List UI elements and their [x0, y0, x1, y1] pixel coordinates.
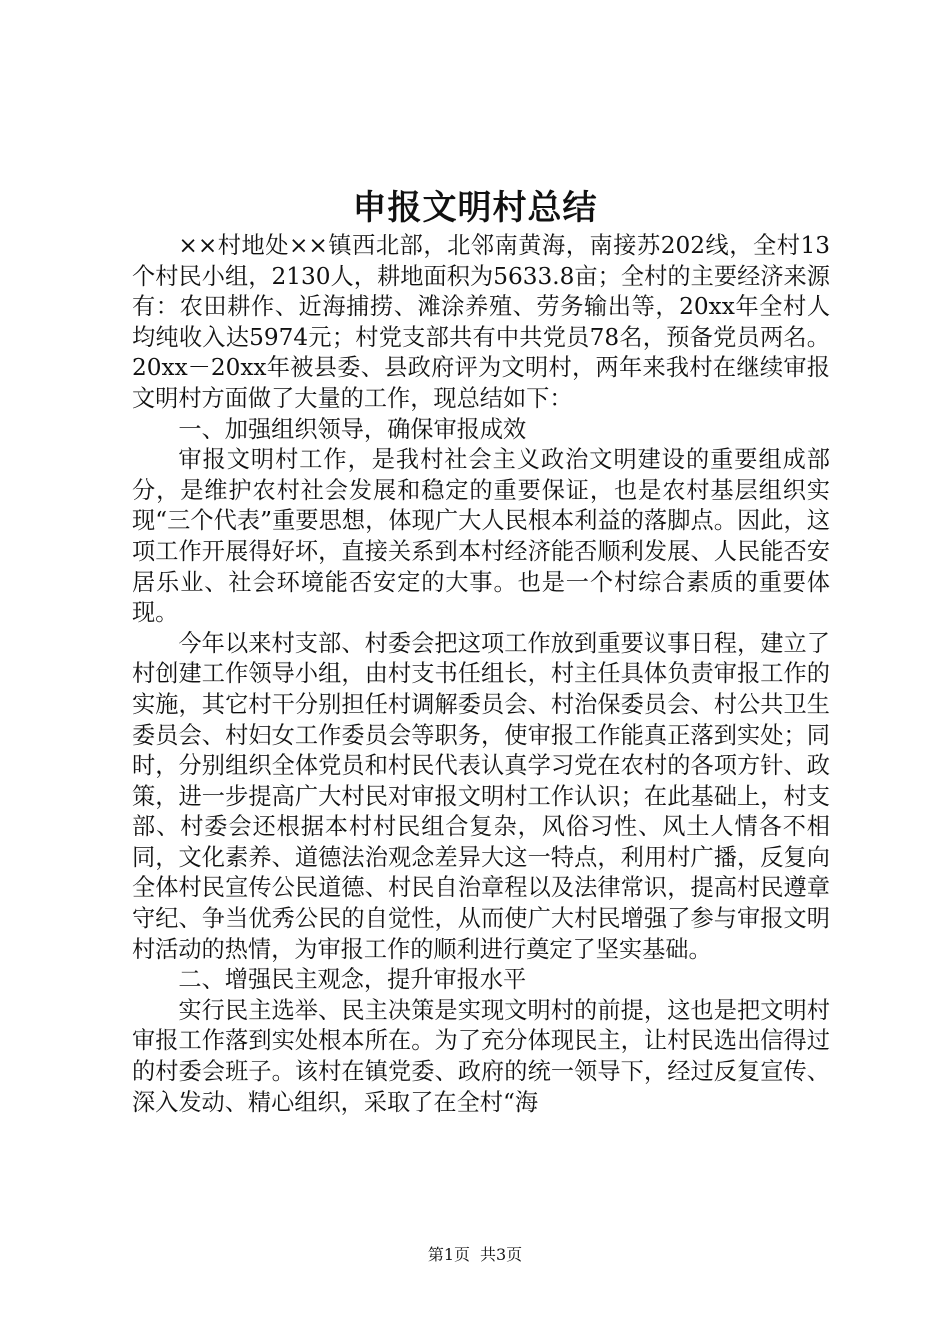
section-heading-2: 二、增强民主观念，提升审报水平	[178, 966, 527, 994]
document-body	[132, 231, 830, 1118]
body-paragraph: 今年以来村支部、村委会把这项工作放到重要议事日程，建立了村创建工作领导小组，由村支书任组长，村主任具体负责审报工作的实施，其它村干分别担任村调解委员会、村治保委员会、村公共卫生委员会、村妇女工作委员会等职务，使审报工作能真正落到实处；同时，分别组织全体党员和村民代表认真学习党在农村的各项方针、政策，进一步提高广大村民对审报文明村工作认识；在此基础上，村支部、村委会还根据本村村民组合复杂，风俗习性、风土人情各不相同，文化素养、道德法治观念差异大这一特点，利用村广播，反复向全体村民宣传公民道德、村民自治章程以及法律常识，提高村民遵章守纪、争当优秀公民的自觉性，从而使广大村民增强了参与审报文明村活动的热情，为审报工作的顺利进行奠定了坚实基础。	[132, 629, 830, 963]
body-paragraph: 审报文明村工作，是我村社会主义政治文明建设的重要组成部分，是维护农村社会发展和稳定的重要保证，也是农村基层组织实现“三个代表”重要思想，体现广大人民根本利益的落脚点。因此，这项工作开展得好坏，直接关系到本村经济能否顺利发展、人民能否安居乐业、社会环境能否安定的大事。也是一个村综合素质的重要体现。	[132, 446, 830, 627]
page-footer	[0, 1244, 950, 1266]
body-paragraph: 实行民主选举、民主决策是实现文明村的前提，这也是把文明村审报工作落到实处根本所在。为了充分体现民主，让村民选出信得过的村委会班子。该村在镇党委、政府的统一领导下，经过反复宣传、深入发动、精心组织，采取了在全村“海	[132, 996, 830, 1116]
section-heading-1: 一、加强组织领导，确保审报成效	[178, 415, 527, 443]
document-title: 申报文明村总结	[352, 188, 598, 228]
page-total: 共3页	[480, 1245, 523, 1264]
page-number: 第1页	[427, 1245, 470, 1264]
intro-paragraph: ××村地处××镇西北部，北邻南黄海，南接苏202线，全村13个村民小组，2130人，耕地面积为5633.8亩；全村的主要经济来源有：农田耕作、近海捕捞、滩涂养殖、劳务输出等，20xx年全村人均纯收入达5974元；村党支部共有中共党员78名，预备党员两名。20xx－20xx年被县委、县政府评为文明村，两年来我村在继续审报文明村方面做了大量的工作，现总结如下：	[132, 232, 830, 412]
